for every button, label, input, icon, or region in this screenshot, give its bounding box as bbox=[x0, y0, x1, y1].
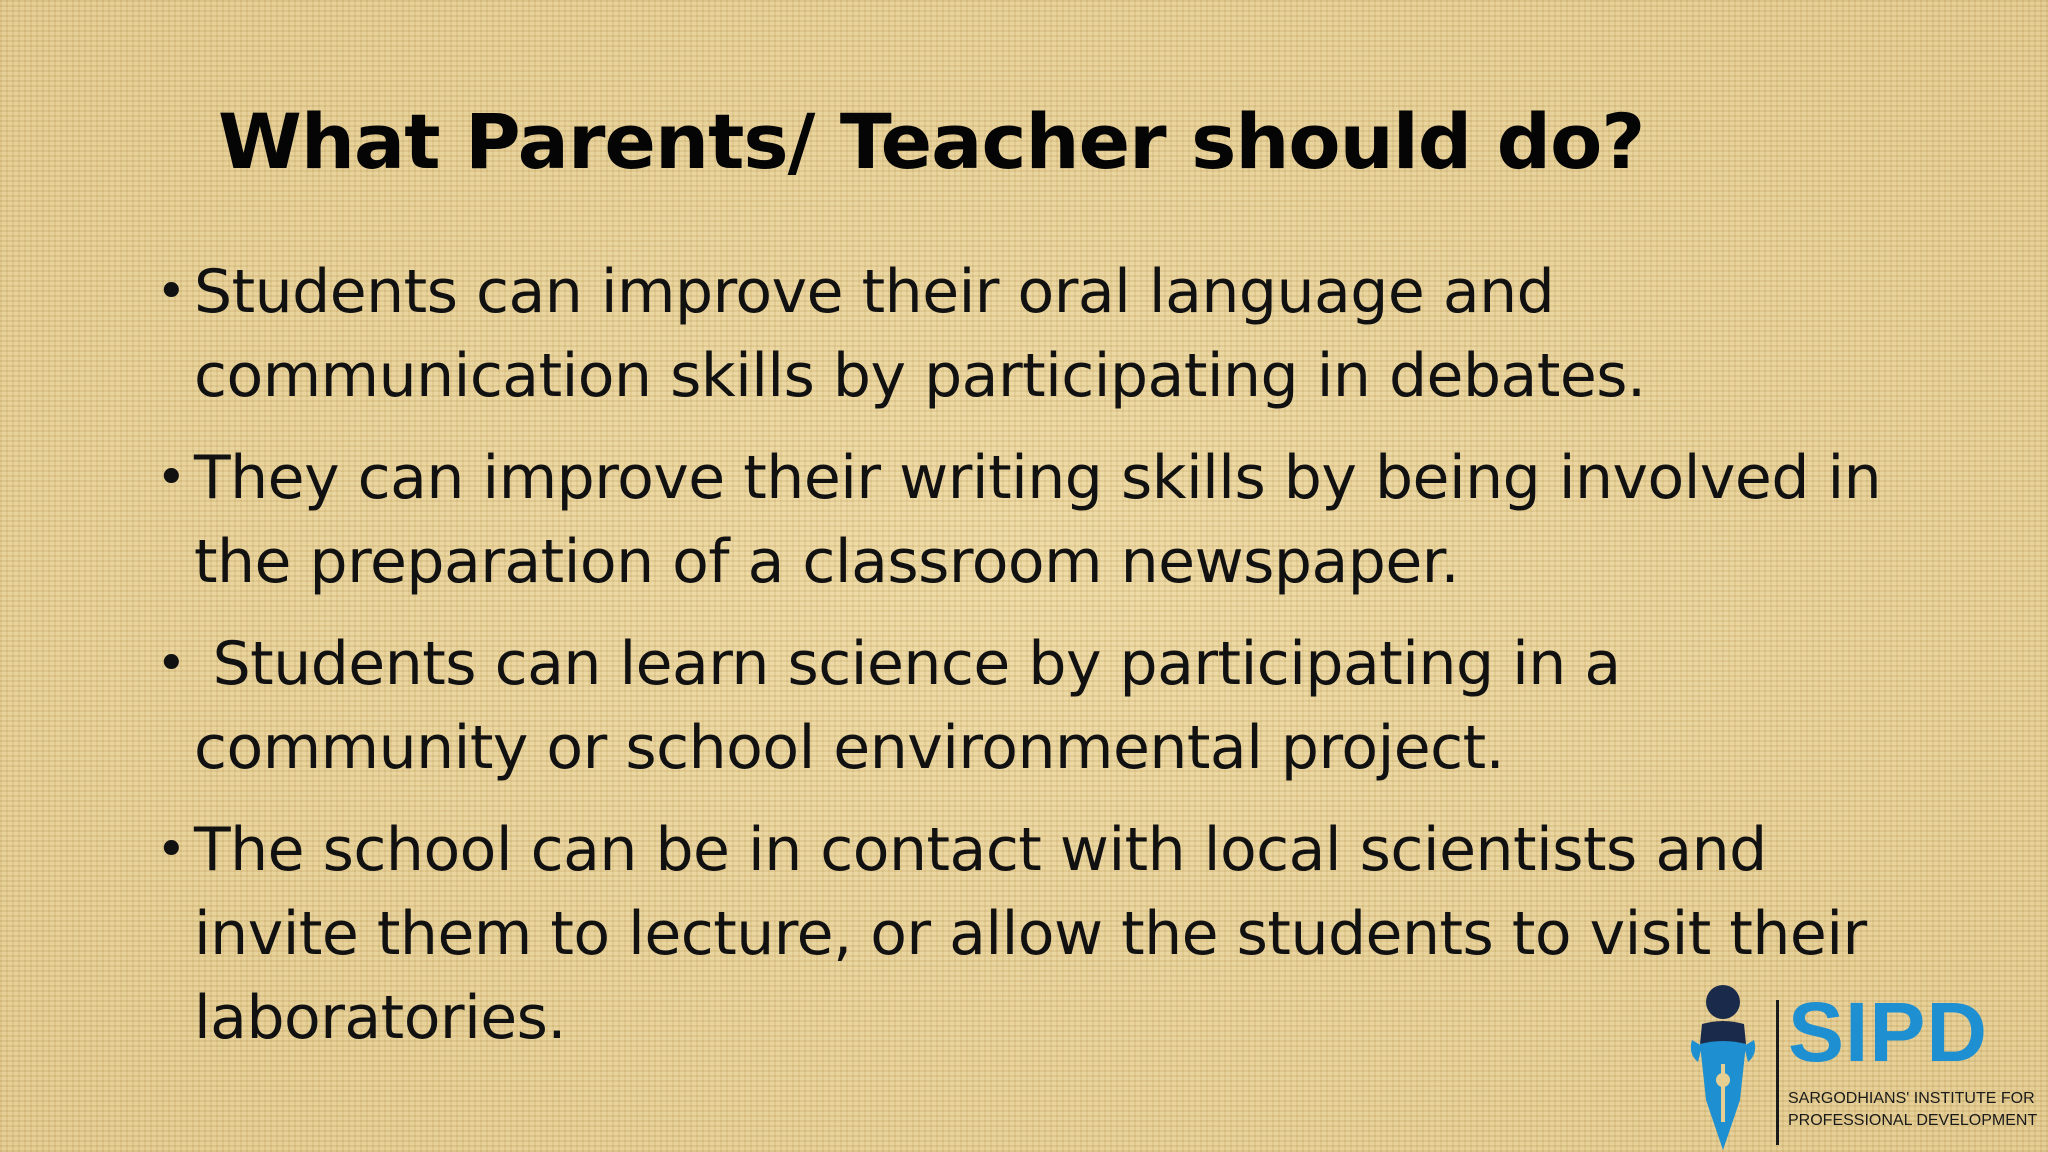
bullet-marker: • bbox=[156, 448, 187, 508]
pen-nib-person-icon bbox=[1688, 982, 1758, 1152]
logo-subtitle-line2: PROFESSIONAL DEVELOPMENT bbox=[1788, 1112, 2038, 1129]
logo-name: SIPD bbox=[1788, 985, 1989, 1079]
bullet-item bbox=[150, 808, 1910, 1060]
sipd-logo bbox=[1688, 982, 2038, 1152]
bullet-list bbox=[150, 250, 1910, 1078]
logo-subtitle bbox=[1788, 1088, 2037, 1132]
logo-divider bbox=[1776, 1000, 1779, 1145]
logo-subtitle-line1: SARGODHIANS' INSTITUTE FOR bbox=[1788, 1090, 2035, 1107]
bullet-item bbox=[150, 436, 1910, 604]
bullet-item bbox=[150, 622, 1910, 790]
bullet-item bbox=[150, 250, 1910, 418]
bullet-text: They can improve their writing skills by being involved in the preparation of a classroom newspaper. bbox=[194, 443, 1882, 597]
bullet-text: Students can improve their oral language and communication skills by participating in debates. bbox=[194, 257, 1646, 411]
bullet-marker: • bbox=[156, 820, 187, 880]
bullet-marker: • bbox=[156, 634, 187, 694]
bullet-text: The school can be in contact with local scientists and invite them to lecture, or allow the students to visit their laboratories. bbox=[194, 815, 1867, 1053]
slide-title: What Parents/ Teacher should do? bbox=[218, 97, 1645, 186]
bullet-marker: • bbox=[156, 262, 187, 322]
bullet-text: Students can learn science by participating in a community or school environmental project. bbox=[194, 629, 1640, 783]
